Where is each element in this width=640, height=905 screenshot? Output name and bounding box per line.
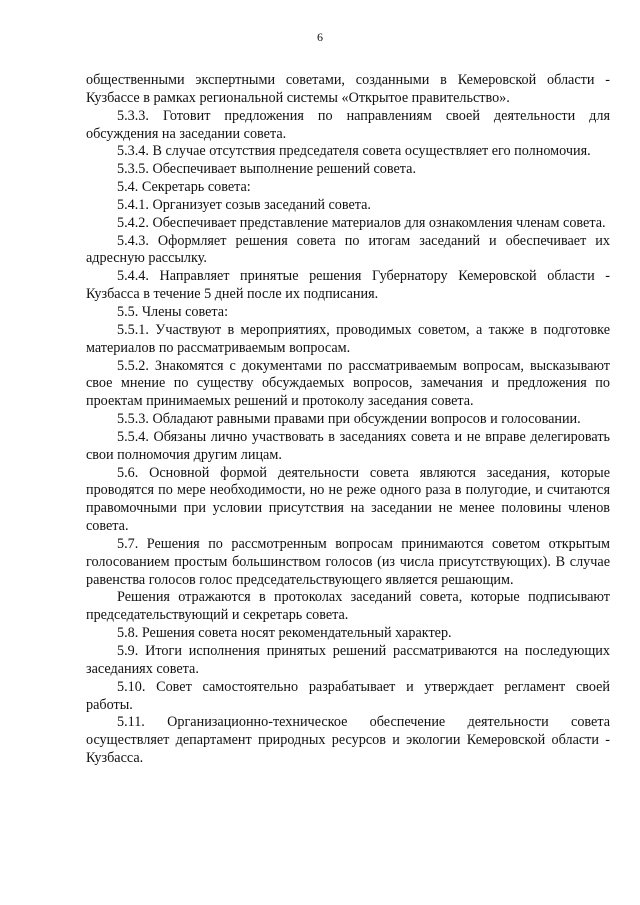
paragraph-5-5-3: 5.5.3. Обладают равными правами при обсуждении вопросов и голосовании.	[117, 411, 581, 428]
paragraph-5-3-4: 5.3.4. В случае отсутствия председателя совета осуществляет его полномочия.	[117, 143, 591, 160]
paragraph-5-4: 5.4. Секретарь совета:	[117, 179, 251, 196]
paragraph-5-4-4: 5.4.4. Направляет принятые решения Губернатору Кемеровской области - Кузбасса в течение 5 дней после их подписания.	[86, 268, 610, 303]
paragraph-5-5-4: 5.5.4. Обязаны лично участвовать в заседаниях совета и не вправе делегировать свои полномочия другим лицам.	[86, 428, 610, 463]
paragraph-5-7: 5.7. Решения по рассмотренным вопросам принимаются советом открытым голосованием простым большинством голосов (из числа присутствующих). В случае равенства голосов голос председательствующего является решающим.	[86, 535, 610, 588]
paragraph-5-4-2: 5.4.2. Обеспечивает представление материалов для ознакомления членам совета.	[117, 214, 606, 231]
paragraph-5-3-5: 5.3.5. Обеспечивает выполнение решений совета.	[117, 161, 416, 178]
paragraph-5-11: 5.11. Организационно-техническое обеспечение деятельности совета осуществляет департамент природных ресурсов и экологии Кемеровской области - Кузбасса.	[86, 714, 610, 767]
paragraph-5-3-3: 5.3.3. Готовит предложения по направлениям своей деятельности для обсуждения на заседании совета.	[86, 107, 610, 142]
paragraph-5-5: 5.5. Члены совета:	[117, 303, 229, 320]
paragraph-5-9: 5.9. Итоги исполнения принятых решений рассматриваются на последующих заседаниях совета.	[86, 643, 610, 677]
paragraph-5-7-decisions: Решения отражаются в протоколах заседаний совета, которые подписывают председательствующий и секретарь совета.	[86, 589, 610, 624]
paragraph-5-8: 5.8. Решения совета носят рекомендательный характер.	[117, 625, 452, 642]
paragraph-5-10: 5.10. Совет самостоятельно разрабатывает и утверждает регламент своей работы.	[86, 678, 610, 713]
document-body	[86, 72, 610, 768]
page-number: 6	[317, 30, 323, 44]
paragraph-5-6: 5.6. Основной формой деятельности совета являются заседания, которые проводятся по мере необходимости, но не реже одного раза в полугодие, и считаются правомочными при условии присутствия на заседании не менее половины членов совета.	[86, 464, 610, 535]
paragraph-5-4-3: 5.4.3. Оформляет решения совета по итогам заседаний и обеспечивает их адресную рассылку.	[86, 232, 610, 267]
paragraph-5-5-2: 5.5.2. Знакомятся с документами по рассматриваемым вопросам, высказывают свое мнение по существу обсуждаемых вопросов, замечания и предложения по проектам принимаемых решений и протоколу заседания совета.	[86, 357, 610, 410]
paragraph-continuation: общественными экспертными советами, созданными в Кемеровской области - Кузбассе в рамках региональной системы «Открытое правительство».	[86, 72, 610, 106]
paragraph-5-5-1: 5.5.1. Участвуют в мероприятиях, проводимых советом, а также в подготовке материалов по рассматриваемым вопросам.	[86, 321, 610, 356]
paragraph-5-4-1: 5.4.1. Организует созыв заседаний совета.	[117, 196, 371, 213]
